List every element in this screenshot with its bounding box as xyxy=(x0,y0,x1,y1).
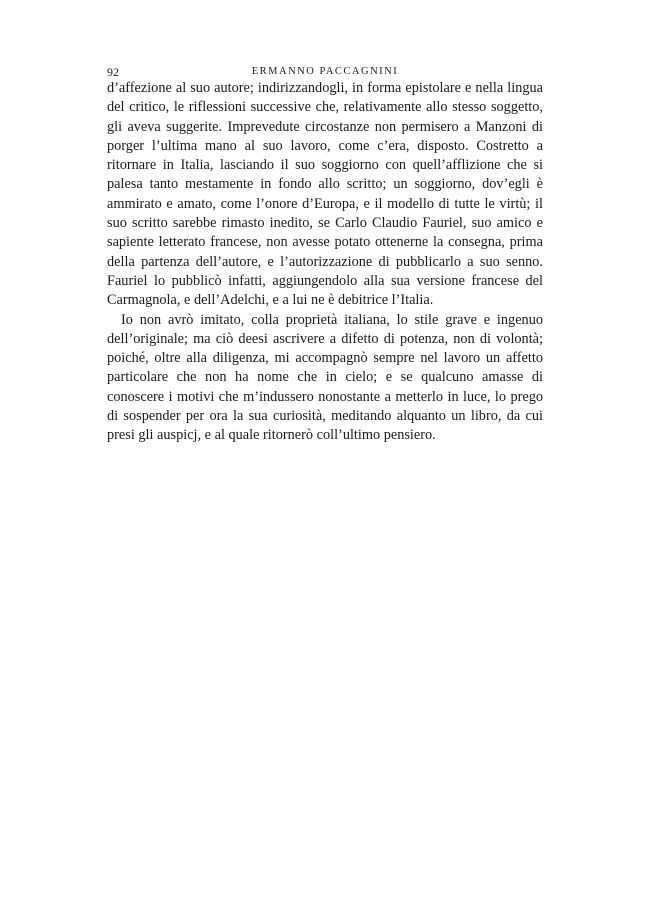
paragraph: Io non avrò imitato, colla proprietà italiana, lo stile grave e ingenuo dell’originale; ma ciò deesi ascrivere a difetto di potenza, non di volontà; poiché, oltre alla diligenza, mi accompagnò sempre nel lavoro un affetto particolare che non ha nome che in cielo; e se qualcuno amasse di conoscere i motivi che m’indussero nonostante a metterlo in luce, lo prego di sospender per ora la sua curiosità, meditando alquanto un libro, da cui presi gli auspicj, e al quale ritornerò coll’ultimo pensiero. xyxy=(107,311,543,444)
running-title: ERMANNO PACCAGNINI xyxy=(251,66,399,77)
paragraph-continued: d’affezione al suo autore; indirizzandogli, in forma epistolare e nella lingua del critico, le riflessioni successive che, relativamente allo stesso soggetto, gli aveva suggerite. Imprevedute circostanze non permisero a Manzoni di porger l’ultima mano al suo lavoro, come c’era, disposto. Costretto a ritornare in Italia, lasciando il suo soggiorno con quell’afflizione che si palesa tanto mestamente in fondo allo scritto; un soggiorno, dov’egli è ammirato e amato, come l’onore d’Europa, e il modello di tutte le virtù; il suo scritto sarebbe rimasto inedito, se Carlo Claudio Fauriel, suo amico e sapiente letterato francese, non avesse potato ottenerne la consegna, prima della partenza dell’autore, e l’autorizzazione di pubblicarlo a suo senno. Fauriel lo pubblicò infatti, aggiungendolo alla sua versione francese del Carmagnola, e dell’Adelchi, e a lui ne è debitrice l’Italia. xyxy=(107,80,543,309)
body-text xyxy=(107,79,543,446)
page-number: 92 xyxy=(107,65,119,79)
